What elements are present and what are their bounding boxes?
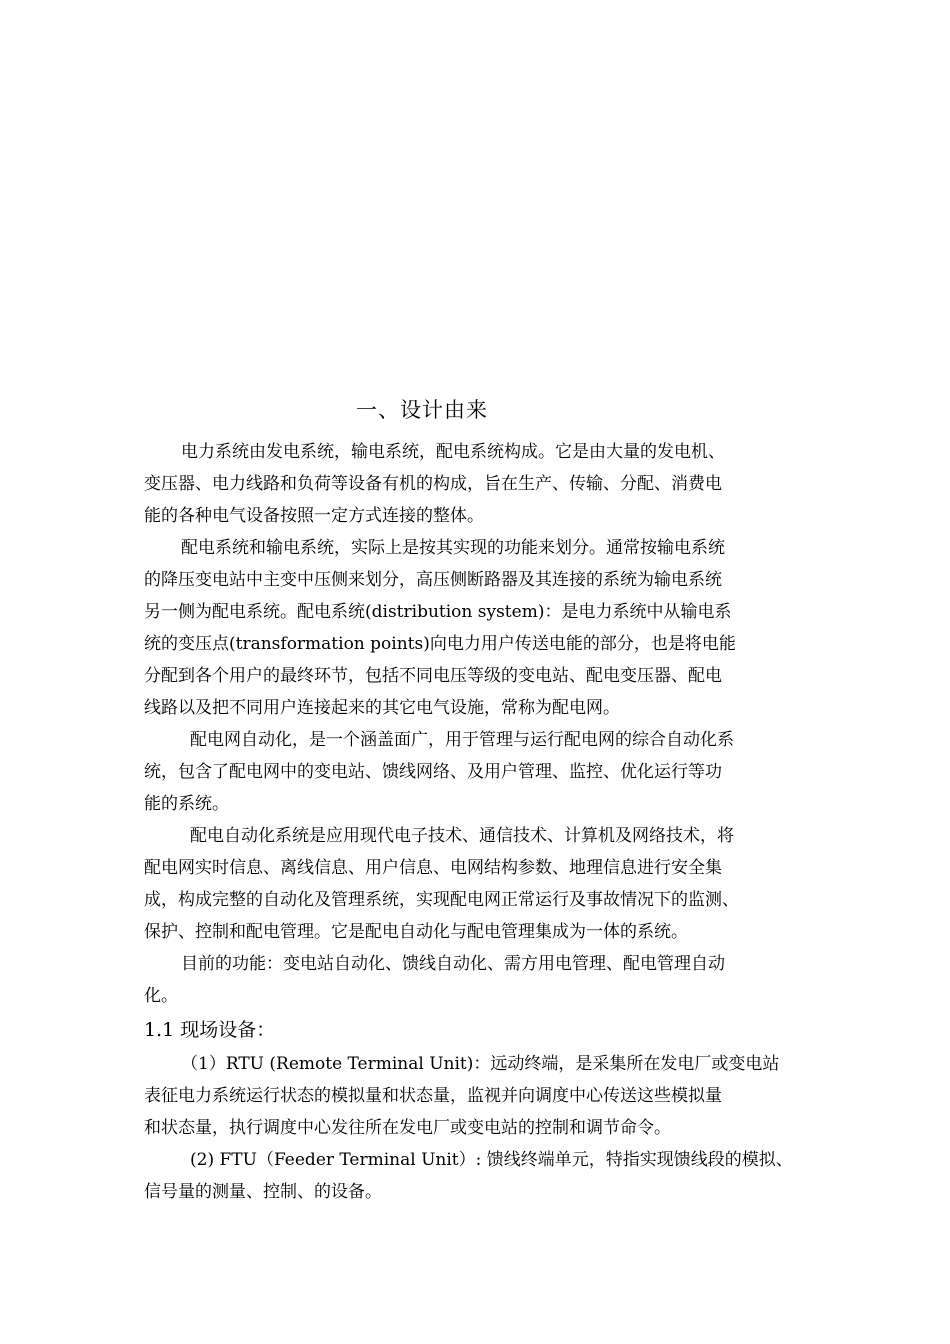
paragraph-automation-system (144, 820, 814, 948)
paragraph-line: 能的系统。 (144, 794, 229, 814)
paragraph-line: 统，包含了配电网中的变电站、馈线网络、及用户管理、监控、优化运行等功 (144, 762, 722, 782)
paragraph-line: 配电网实时信息、离线信息、用户信息、电网结构参数、地理信息进行安全集 (144, 858, 722, 878)
paragraph-line: 能的各种电气设备按照一定方式连接的整体。 (144, 506, 484, 526)
paragraph-line: 配电自动化系统是应用现代电子技术、通信技术、计算机及网络技术，将 (190, 826, 734, 846)
paragraph-line: 电力系统由发电系统，输电系统，配电系统构成。它是由大量的发电机、 (181, 442, 725, 462)
paragraph-line: 信号量的测量、控制、的设备。 (144, 1182, 382, 1202)
paragraph-line: 保护、控制和配电管理。它是配电自动化与配电管理集成为一体的系统。 (144, 922, 688, 942)
paragraph-distribution-system (144, 532, 814, 724)
paragraph-line: 配电网自动化，是一个涵盖面广，用于管理与运行配电网的综合自动化系 (190, 730, 734, 750)
paragraph-line: 分配到各个用户的最终环节，包括不同电压等级的变电站、配电变压器、配电 (144, 666, 722, 686)
paragraph-line: 表征电力系统运行状态的模拟量和状态量，监视并向调度中心传送这些模拟量 (144, 1086, 722, 1106)
paragraph-line: 统的变压点(transformation points)向电力用户传送电能的部分，也是将电能 (144, 634, 736, 654)
paragraph-line: (2) FTU（Feeder Terminal Unit）: 馈线终端单元，特指实现馈线段的模拟、 (190, 1150, 793, 1170)
paragraph-line: 的降压变电站中主变中压侧来划分，高压侧断路器及其连接的系统为输电系统 (144, 570, 722, 590)
paragraph-line: 和状态量，执行调度中心发往所在发电厂或变电站的控制和调节命令。 (144, 1118, 671, 1138)
paragraph-line: （1）RTU (Remote Terminal Unit)：远动终端，是采集所在发电厂或变电站 (181, 1054, 780, 1074)
paragraph-line: 线路以及把不同用户连接起来的其它电气设施，常称为配电网。 (144, 698, 620, 718)
paragraph-ftu (144, 1144, 814, 1208)
document-body (144, 436, 814, 1208)
document-title: 一、设计由来 (356, 398, 488, 422)
paragraph-line: 变压器、电力线路和负荷等设备有机的构成，旨在生产、传输、分配、消费电 (144, 474, 722, 494)
paragraph-line: 化。 (144, 986, 178, 1006)
paragraph-line: 成，构成完整的自动化及管理系统，实现配电网正常运行及事故情况下的监测、 (144, 890, 739, 910)
section-heading-field-equipment: 1.1 现场设备： (144, 1019, 276, 1041)
paragraph-rtu (144, 1048, 814, 1144)
paragraph-power-system (144, 436, 814, 532)
paragraph-current-functions (144, 948, 814, 1012)
paragraph-line: 配电系统和输电系统，实际上是按其实现的功能来划分。通常按输电系统 (181, 538, 725, 558)
paragraph-line: 另一侧为配电系统。配电系统(distribution system)：是电力系统中从输电系 (144, 602, 732, 622)
paragraph-line: 目前的功能：变电站自动化、馈线自动化、需方用电管理、配电管理自动 (181, 954, 725, 974)
paragraph-network-automation (144, 724, 814, 820)
